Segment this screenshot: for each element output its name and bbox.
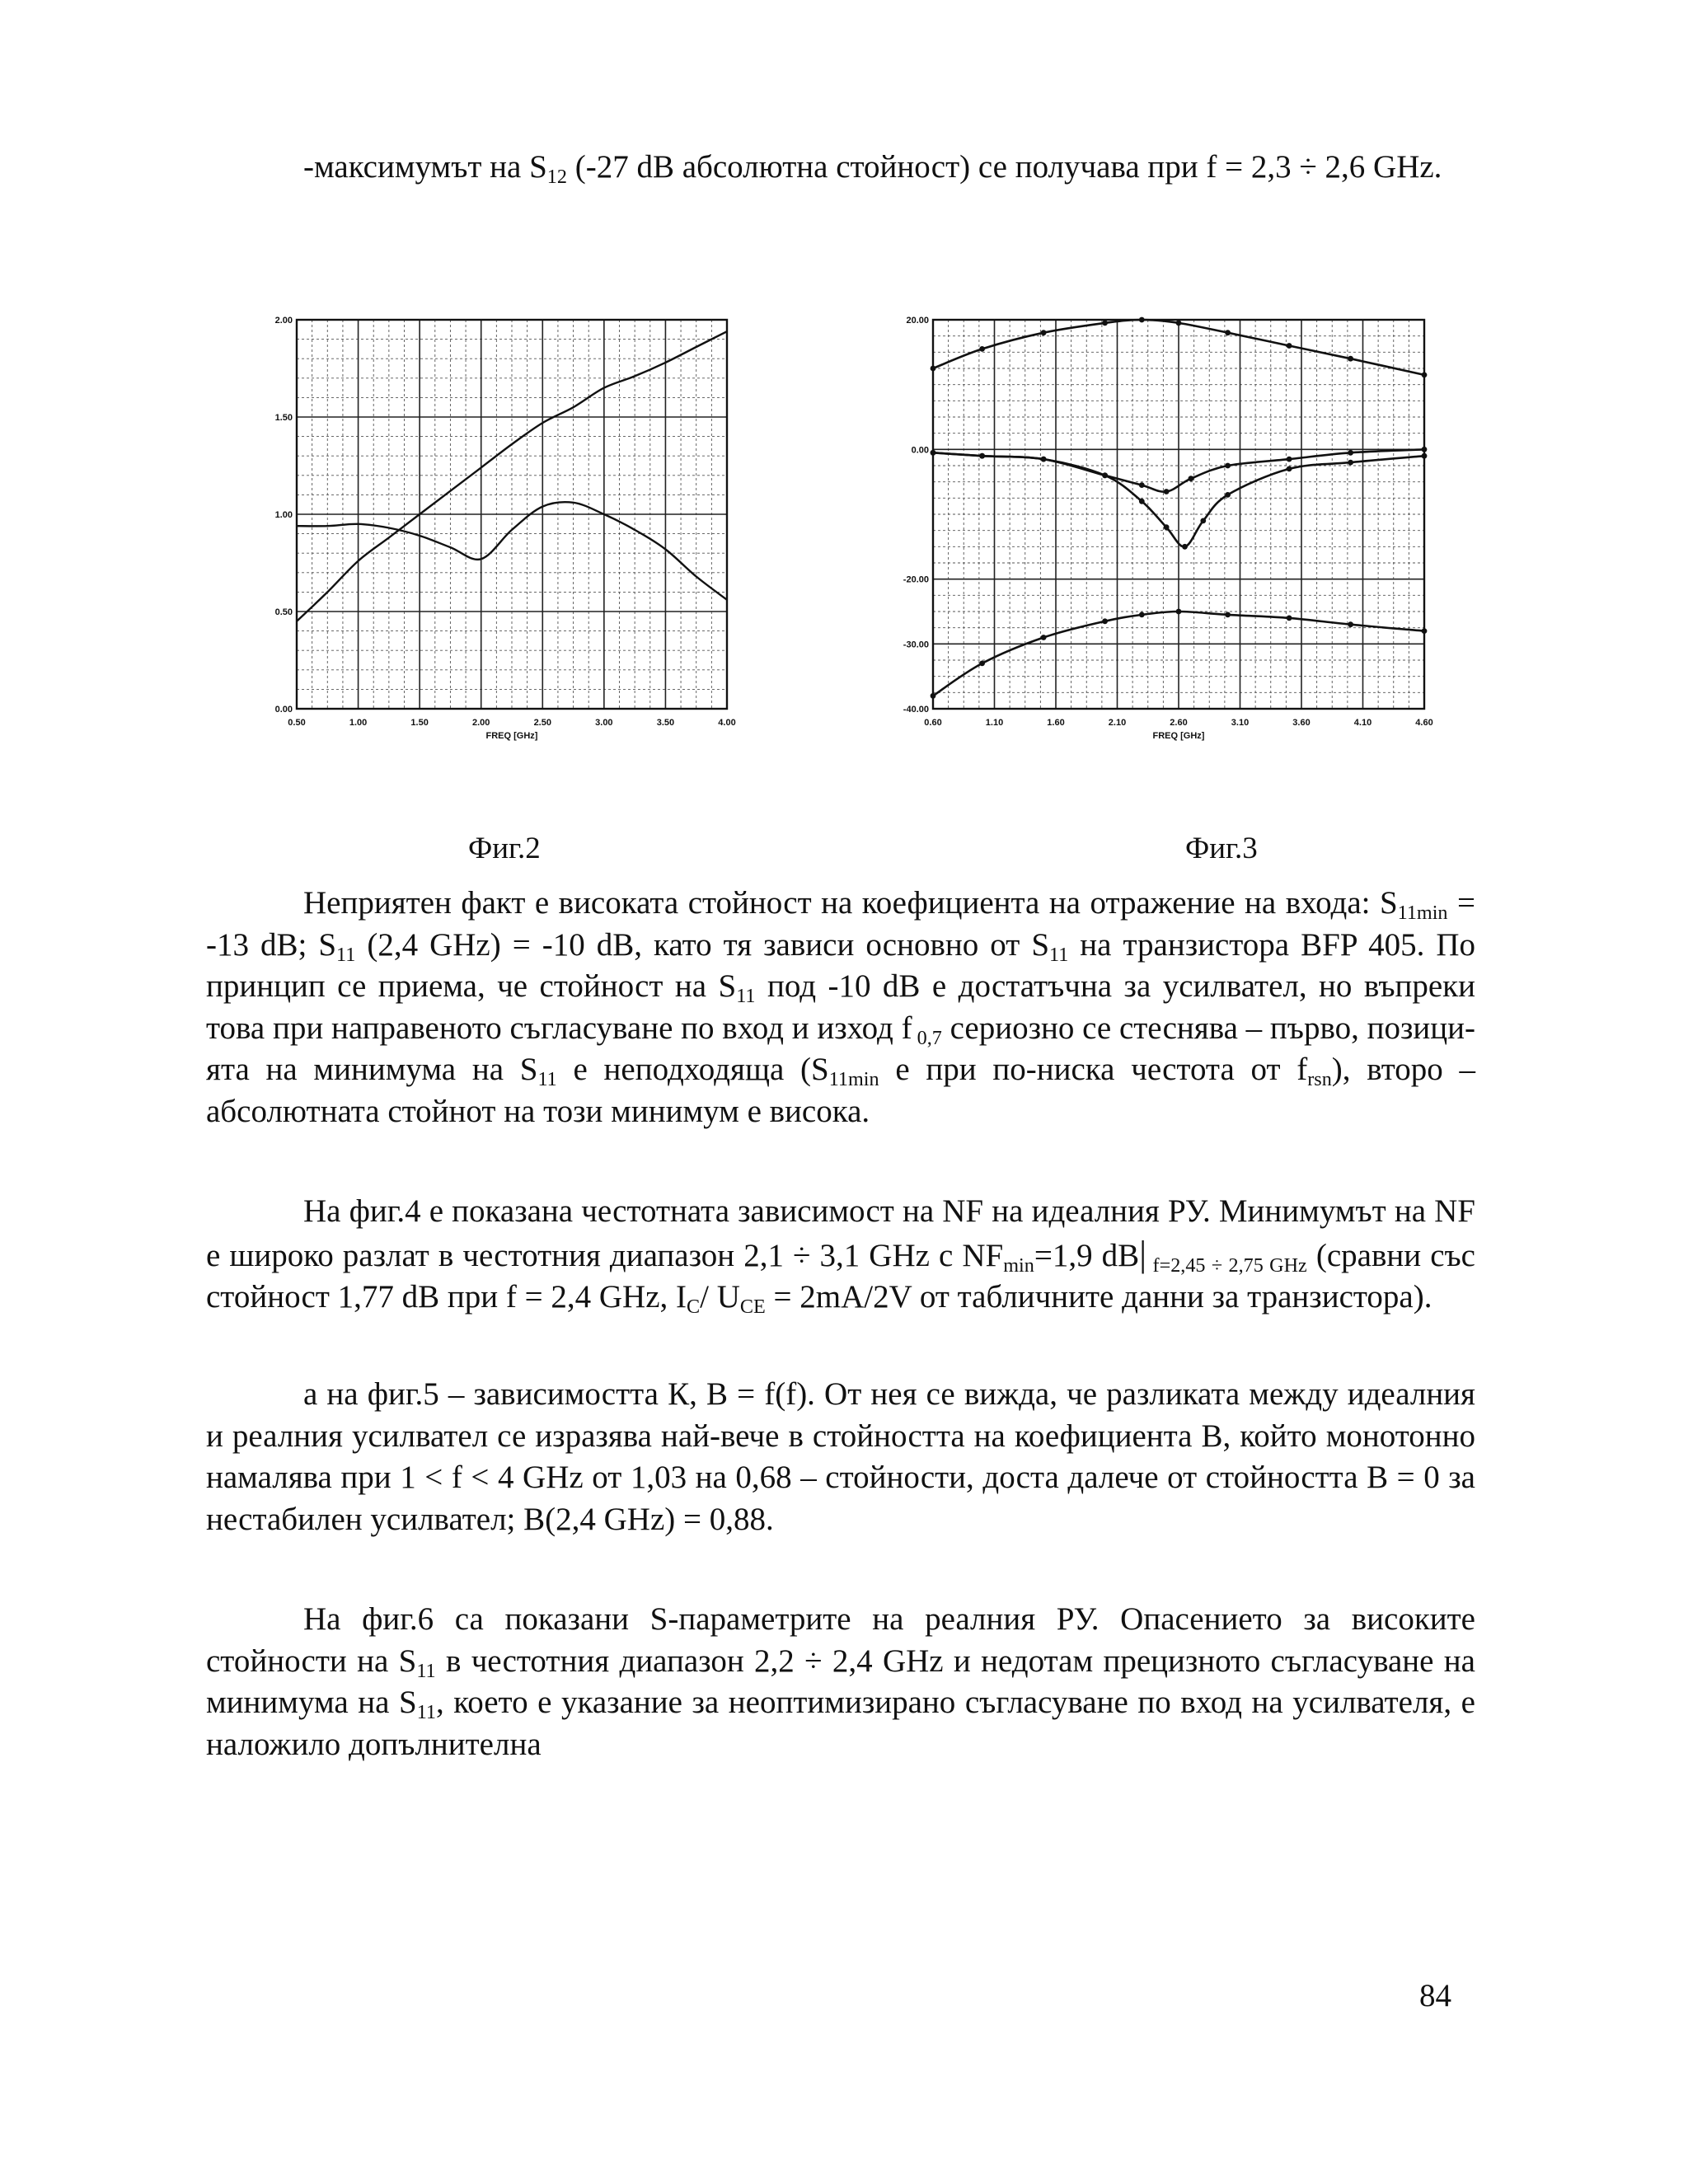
data-point-s21 [979,346,985,352]
data-point-s11 [1182,544,1188,550]
paragraph-stability: а на фиг.5 – зависимостта К, В = f(f). От нея се вижда, че разликата между идеалния и реалния усилвател се изразява най-вече в стойността на коефициента В, който монотонно намалява при 1 < f < 4 GHz от 1,03 на 0,68 – стойности, доста далече от стойността В = 0 за нестабилен усилвател; В(2,4 GHz) = 0,88. [206,1376,1475,1537]
fig3-caption: Фиг.3 [1185,832,1258,865]
x-tick-label: 2.00 [472,718,490,728]
fig3-chart [898,312,1434,757]
paragraph-s12-max: -максимумът на $S_{12}$ (-27 dB абсолютна стойност) се получава при f = 2,3 ÷ 2,6 GHz. [303,149,1442,188]
x-tick-label: 1.00 [349,718,368,728]
fig2-caption: Фиг.2 [468,832,541,865]
data-point-s12 [1422,628,1428,634]
x-tick-label: 0.60 [924,718,942,728]
data-point-s21 [1176,321,1182,326]
data-point-s21 [1287,343,1292,349]
y-tick-label: 1.50 [274,413,293,423]
data-point-s22 [1422,447,1428,452]
data-point-s21 [1102,321,1108,326]
x-tick-label: 3.10 [1231,718,1250,728]
data-point-s22 [1348,450,1353,456]
data-point-s11 [1348,460,1353,466]
figure-3 [898,312,1434,757]
data-point-s12 [1225,612,1231,618]
data-point-s11 [1139,499,1145,504]
data-point-s22 [1225,463,1231,469]
data-point-s22 [1164,489,1170,494]
data-point-s22 [1139,482,1145,488]
figure-2 [265,312,743,757]
page-number: 84 [1419,1978,1451,2013]
x-tick-label: 1.50 [410,718,429,728]
data-point-s12 [1041,635,1047,640]
data-point-s11 [1287,466,1292,472]
x-tick-label: 4.00 [718,718,736,728]
data-point-s11 [1102,472,1108,478]
x-tick-label: 3.00 [595,718,613,728]
data-point-s21 [1041,330,1047,335]
data-point-s12 [979,661,985,667]
y-tick-label: 1.00 [274,510,293,520]
data-point-s12 [1287,616,1292,621]
data-point-s11 [1164,524,1170,530]
y-tick-label: 0.00 [911,445,929,456]
x-tick-label: 2.60 [1170,718,1188,728]
paragraph-reflection: Неприятен факт е високата стойност на коефициента на отражение на входа: $S_{11min} = -13$ dB; $S_{11}$ (2,4 GHz) = -10 dB, като тя зависи основно от $S_{11}$ на транзистора BFP 405. По принцип се приема, че стойност на $S_{11}$ под -10 dB е достатъчна за усилвател, но въпреки това при направеното съгласуване по вход и изход f $_{0,7}$ сериозно се стеснява – първо, позици-ята на минимума на $S_{11}$ е неподходяща ($S_{11min}$ е при по-ниска честота от $f_{rsn}$), второ – абсолютната стойнот на този минимум е висока. [206,885,1475,1129]
x-tick-label: 1.10 [985,718,1004,728]
x-tick-label: 4.60 [1415,718,1433,728]
data-point-s21 [931,366,936,372]
data-point-s11 [1422,453,1428,459]
data-point-s12 [1139,612,1145,618]
data-point-s12 [1348,621,1353,627]
x-tick-label: 2.10 [1108,718,1127,728]
paragraph-noise-figure: На фиг.4 е показана честотната зависимост на NF на идеалния РУ. Минимумът на NF е широко разлат в честотния диапазон 2,1 ÷ 3,1 GHz с $NF_{min}=1,9$ dB| $_{f=2,45 \div 2,75 GHz}$ (сравни със стойност 1,77 dB при f = 2,4 GHz, $I_C/$ $U_{CE} = 2mA/2V$ от табличните данни за транзистора). [206,1193,1475,1318]
data-point-s12 [1102,618,1108,624]
data-point-s11 [979,453,985,459]
data-point-s21 [1139,317,1145,323]
y-tick-label: -40.00 [903,705,929,715]
y-tick-label: -20.00 [903,574,929,585]
paragraph-s-parameters: На фиг.6 са показани S-параметрите на реалния РУ. Опасението за високите стойности на $S_{11}$ в честотния диапазон 2,2 ÷ 2,4 GHz и недотам прецизното съгласуване на минимума на $S_{11}$, което е указание за неоптимизирано съгласуване по вход на усилвателя, е наложило допълнителна [206,1601,1475,1762]
data-point-s11 [931,450,936,456]
y-tick-label: 0.00 [274,705,293,715]
x-axis-label: FREQ [GHz] [1152,731,1205,741]
data-point-s22 [1287,457,1292,462]
y-tick-label: 20.00 [906,316,929,326]
data-point-s22 [1189,476,1194,481]
data-point-s21 [1422,373,1428,378]
data-point-s11 [1225,492,1231,498]
y-tick-label: 2.00 [274,316,293,326]
fig2-chart [265,312,743,757]
data-point-s12 [1176,609,1182,615]
data-point-s11 [1041,457,1047,462]
x-tick-label: 0.50 [288,718,306,728]
data-point-s11 [1200,518,1206,524]
x-tick-label: 3.60 [1292,718,1311,728]
x-tick-label: 1.60 [1047,718,1065,728]
data-point-s21 [1225,330,1231,335]
x-tick-label: 4.10 [1353,718,1372,728]
y-tick-label: -30.00 [903,640,929,650]
data-point-s21 [1348,356,1353,362]
data-point-s12 [931,693,936,699]
y-tick-label: 0.50 [274,607,293,617]
x-tick-label: 2.50 [533,718,551,728]
x-axis-label: FREQ [GHz] [485,731,538,741]
x-tick-label: 3.50 [656,718,675,728]
series-line-b [297,502,727,600]
